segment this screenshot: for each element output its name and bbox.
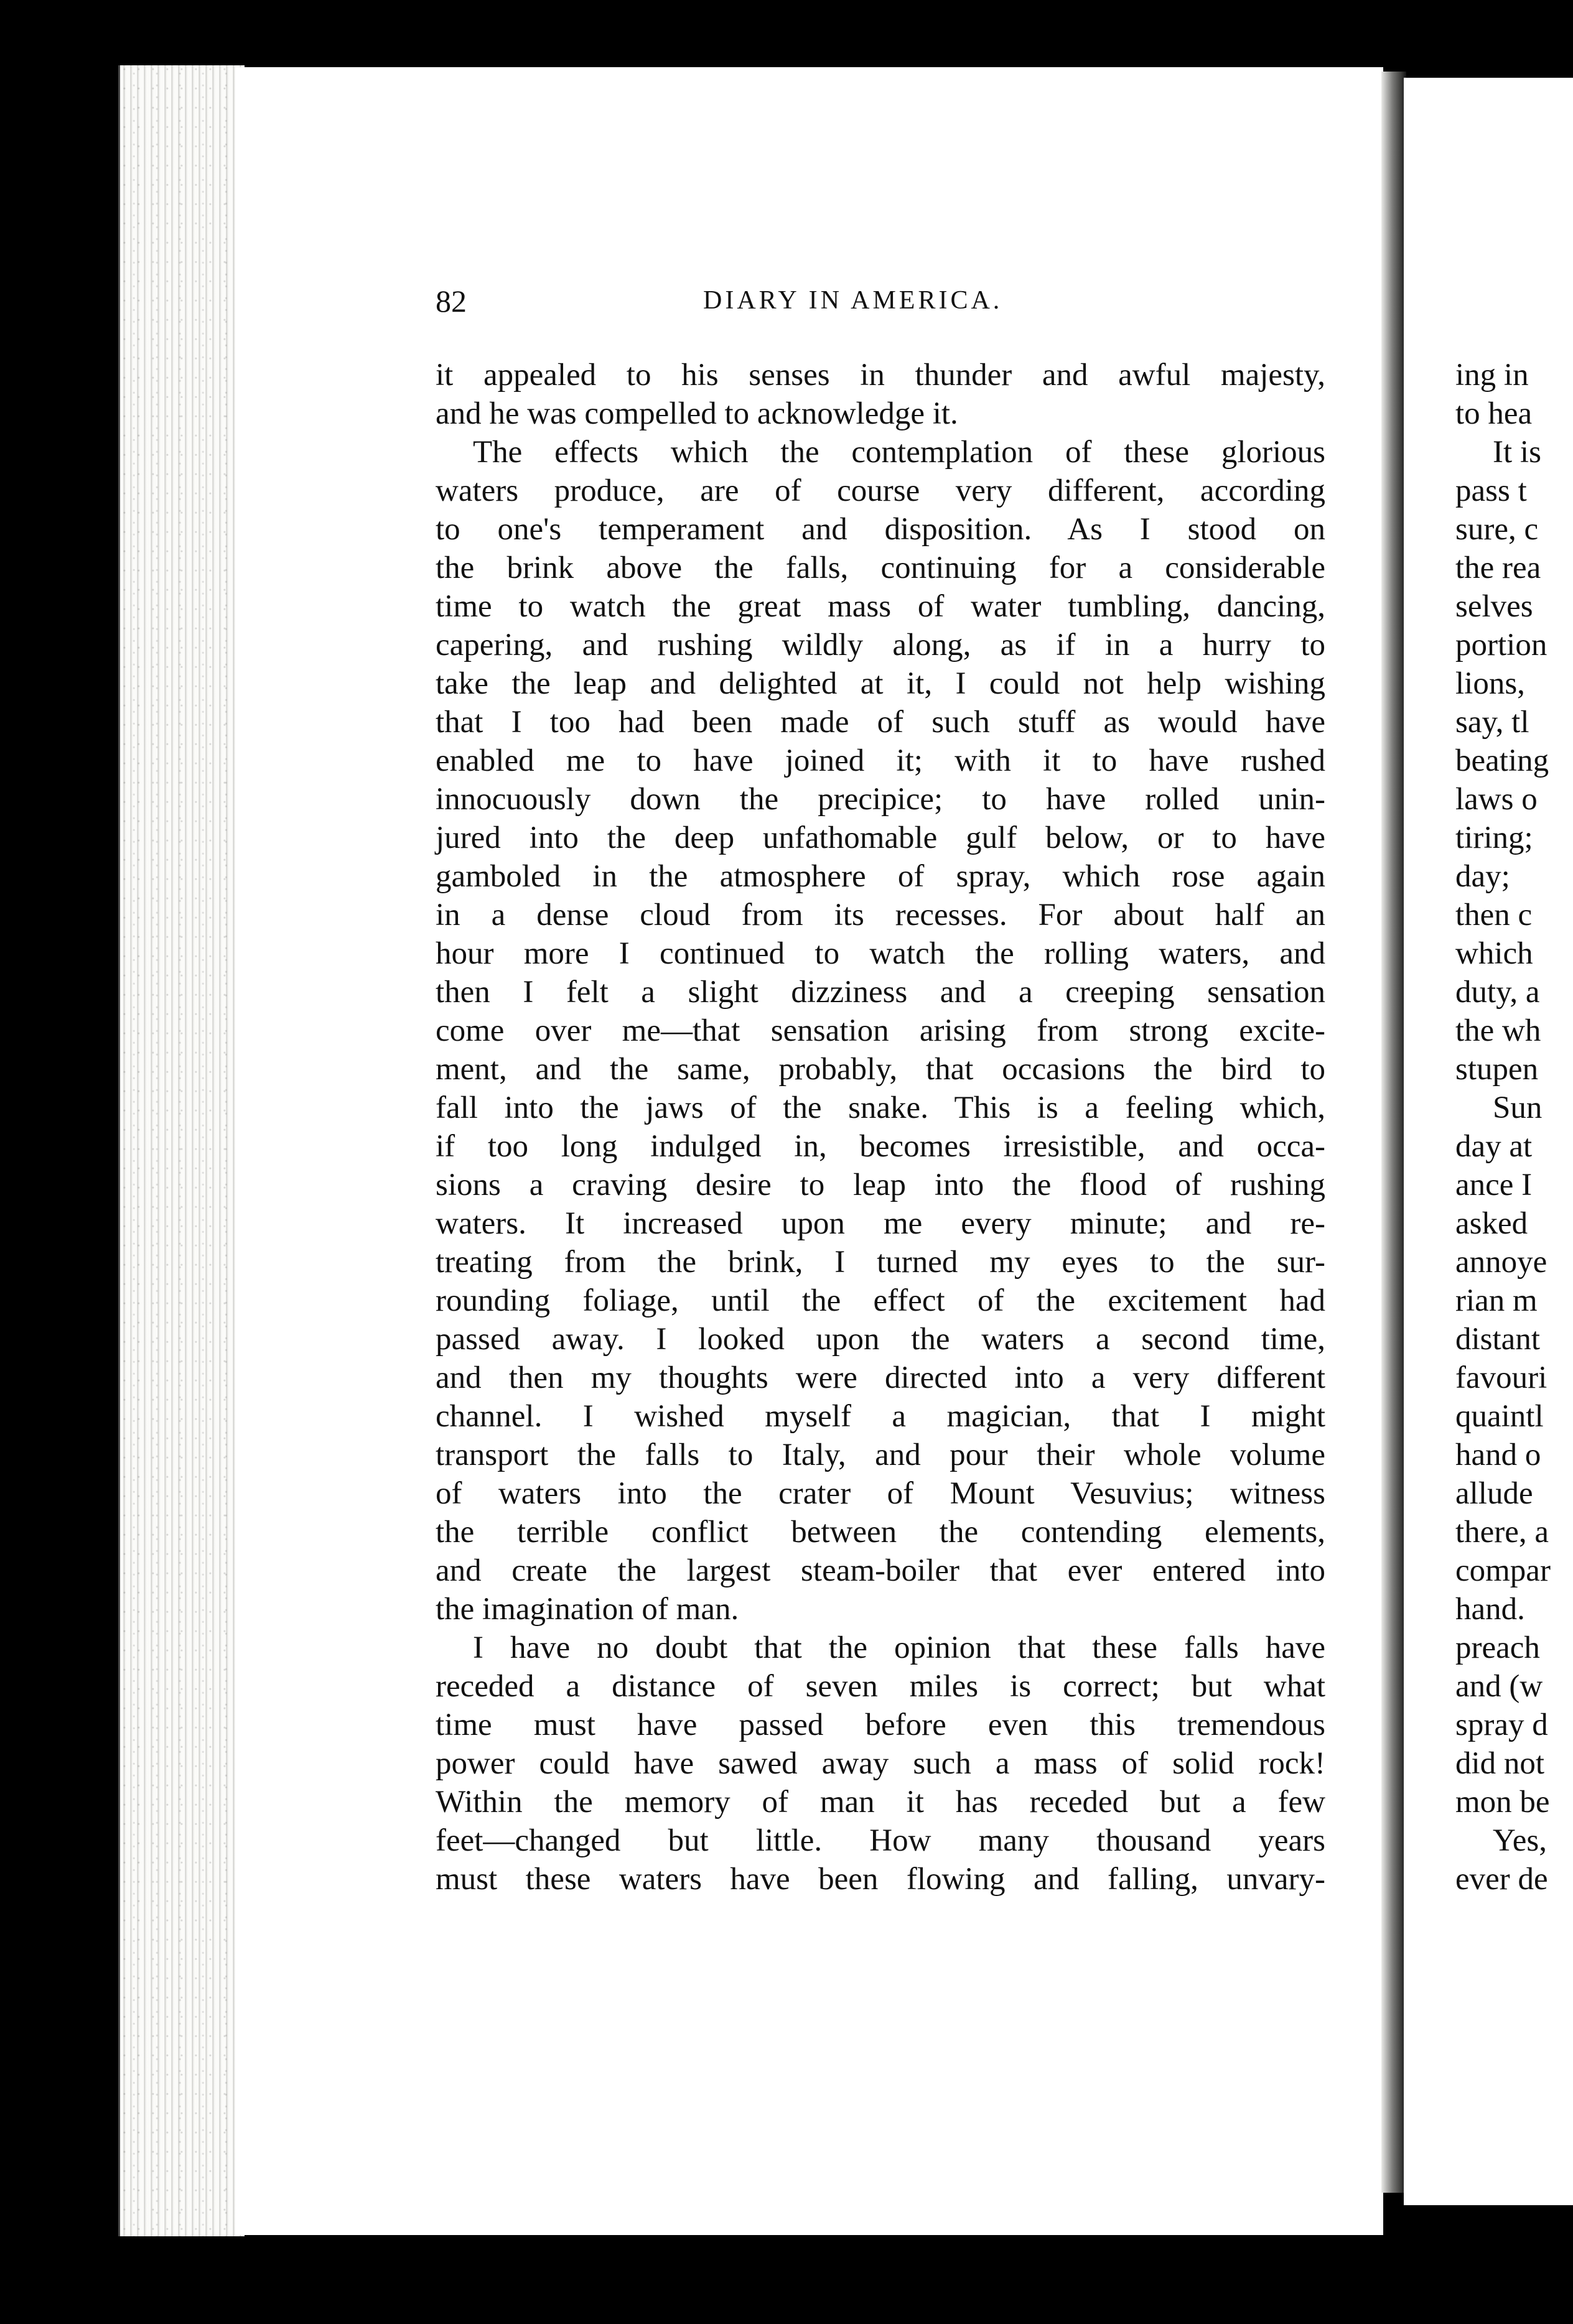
page-number: 82	[436, 284, 467, 318]
text-line: Within the memory of man it has receded but a few	[436, 1785, 1325, 1820]
text-line-fragment: did not	[1455, 1746, 1545, 1781]
text-line-fragment: ance I	[1455, 1168, 1533, 1202]
text-line: capering, and rushing wildly along, as if in a hurry to	[436, 628, 1325, 662]
text-line-fragment: the wh	[1455, 1013, 1541, 1048]
text-line: take the leap and delighted at it, I could not help wishing	[436, 666, 1325, 701]
text-line-fragment: beating	[1455, 743, 1549, 778]
text-line: of waters into the crater of Mount Vesuvius; witness	[436, 1476, 1325, 1511]
text-line-fragment: favouri	[1455, 1360, 1547, 1395]
text-line-fragment: laws o	[1455, 782, 1538, 817]
text-line-fragment: hand o	[1455, 1438, 1541, 1472]
text-line-fragment: selves	[1455, 589, 1533, 624]
text-line-fragment: then c	[1455, 898, 1533, 932]
text-line-fragment: mon be	[1455, 1785, 1550, 1820]
text-line-fragment: day at	[1455, 1129, 1533, 1164]
text-line: and then my thoughts were directed into a very different	[436, 1360, 1325, 1395]
text-line-fragment: pass t	[1455, 473, 1527, 508]
text-line-fragment: distant	[1455, 1322, 1540, 1357]
text-line: fall into the jaws of the snake. This is a feeling which,	[436, 1090, 1325, 1125]
text-line: that I too had been made of such stuff as would have	[436, 705, 1325, 740]
text-line: sions a craving desire to leap into the flood of rushing	[436, 1168, 1325, 1202]
text-line: to one's temperament and disposition. As I stood on	[436, 512, 1325, 547]
text-line-fragment: the rea	[1455, 551, 1541, 585]
text-line-fragment: ever de	[1455, 1862, 1548, 1897]
text-line: it appealed to his senses in thunder and awful majesty,	[436, 358, 1325, 393]
text-line: receded a distance of seven miles is correct; but what	[436, 1669, 1325, 1704]
text-line: channel. I wished myself a magician, that I might	[436, 1399, 1325, 1434]
text-line-fragment: It is	[1493, 435, 1541, 470]
text-line: waters produce, are of course very different, according	[436, 473, 1325, 508]
text-line: then I felt a slight dizziness and a creeping sensation	[436, 975, 1325, 1010]
text-line-fragment: which	[1455, 936, 1533, 971]
text-line-fragment: tiring;	[1455, 820, 1533, 855]
text-line-fragment: stupen	[1455, 1052, 1539, 1087]
text-line-fragment: there, a	[1455, 1515, 1549, 1550]
text-line: enabled me to have joined it; with it to have rushed	[436, 743, 1325, 778]
text-line-fragment: lions,	[1455, 666, 1525, 701]
text-line-fragment: hand.	[1455, 1592, 1525, 1627]
text-line: in a dense cloud from its recesses. For about half an	[436, 898, 1325, 932]
text-line: I have no doubt that the opinion that these falls have	[473, 1630, 1325, 1665]
text-line: the imagination of man.	[436, 1592, 739, 1627]
running-title: DIARY IN AMERICA.	[703, 286, 1003, 315]
left-page-text	[436, 356, 1325, 1899]
text-line-fragment: duty, a	[1455, 975, 1540, 1010]
text-line-fragment: ing in	[1455, 358, 1529, 393]
text-line: and create the largest steam-boiler that ever entered into	[436, 1553, 1325, 1588]
text-line-fragment: preach	[1455, 1630, 1540, 1665]
text-line: transport the falls to Italy, and pour their whole volume	[436, 1438, 1325, 1472]
text-line: ment, and the same, probably, that occasions the bird to	[436, 1052, 1325, 1087]
text-line: time to watch the great mass of water tumbling, dancing,	[436, 589, 1325, 624]
text-line: rounding foliage, until the effect of the excitement had	[436, 1283, 1325, 1318]
text-line: innocuously down the precipice; to have rolled unin-	[436, 782, 1325, 817]
text-line-fragment: Yes,	[1493, 1823, 1547, 1858]
text-line: must these waters have been flowing and falling, unvary-	[436, 1862, 1325, 1897]
text-line: power could have sawed away such a mass of solid rock!	[436, 1746, 1325, 1781]
text-line: gamboled in the atmosphere of spray, which rose again	[436, 859, 1325, 894]
text-line-fragment: portion	[1455, 628, 1547, 662]
text-line-fragment: sure, c	[1455, 512, 1539, 547]
text-line: hour more I continued to watch the rolling waters, and	[436, 936, 1325, 971]
text-line: waters. It increased upon me every minute; and re-	[436, 1206, 1325, 1241]
text-line-fragment: asked	[1455, 1206, 1528, 1241]
text-line-fragment: annoye	[1455, 1245, 1547, 1280]
text-line-fragment: spray d	[1455, 1708, 1548, 1742]
text-line: the terrible conflict between the contending elements,	[436, 1515, 1325, 1550]
text-line: jured into the deep unfathomable gulf below, or to have	[436, 820, 1325, 855]
text-line-fragment: and (w	[1455, 1669, 1543, 1704]
text-line: if too long indulged in, becomes irresistible, and occa-	[436, 1129, 1325, 1164]
book-page-edges	[118, 65, 245, 2236]
text-line-fragment: day;	[1455, 859, 1510, 894]
text-line-fragment: rian m	[1455, 1283, 1538, 1318]
text-line: the brink above the falls, continuing for a considerable	[436, 551, 1325, 585]
text-line: and he was compelled to acknowledge it.	[436, 396, 958, 431]
text-line-fragment: Sun	[1493, 1090, 1543, 1125]
text-line: time must have passed before even this tremendous	[436, 1708, 1325, 1742]
text-line: The effects which the contemplation of these glorious	[473, 435, 1325, 470]
text-line: passed away. I looked upon the waters a second time,	[436, 1322, 1325, 1357]
text-line-fragment: compar	[1455, 1553, 1551, 1588]
text-line-fragment: allude	[1455, 1476, 1533, 1511]
text-line-fragment: say, tl	[1455, 705, 1529, 740]
text-line-fragment: quaintl	[1455, 1399, 1544, 1434]
text-line: treating from the brink, I turned my eyes to the sur-	[436, 1245, 1325, 1280]
text-line: feet—changed but little. How many thousand years	[436, 1823, 1325, 1858]
text-line: come over me—that sensation arising from strong excite-	[436, 1013, 1325, 1048]
book-gutter	[1381, 72, 1406, 2193]
running-head	[436, 283, 1325, 327]
text-line-fragment: to hea	[1455, 396, 1533, 431]
right-page-text-fragment	[1455, 356, 1573, 1899]
